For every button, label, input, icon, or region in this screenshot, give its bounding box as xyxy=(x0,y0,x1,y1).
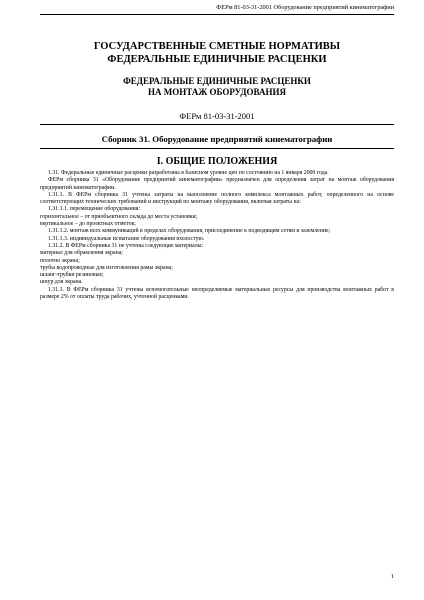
paragraph: 1.31.1.3. индивидуальные испытание оборудования вхолостую. xyxy=(48,235,205,242)
collection-title: Сборник 31. Оборудование предприятий кинематографии xyxy=(101,134,333,144)
section-heading: I. ОБЩИЕ ПОЛОЖЕНИЯ xyxy=(156,156,278,167)
main-title-line1: ГОСУДАРСТВЕННЫЕ СМЕТНЫЕ НОРМАТИВЫ xyxy=(93,41,341,52)
paragraph: 1.31. Федеральные единичные расценки разработаны в базисном уровне цен по состоянию на 1 января 2000 года. xyxy=(48,170,329,176)
document-code: ФЕРм 81-03-31-2001 xyxy=(179,111,255,121)
main-title-line2: ФЕДЕРАЛЬНЫЕ ЕДИНИЧНЫЕ РАСЦЕНКИ xyxy=(107,54,327,65)
list-item: материал для обрамления экрана; xyxy=(40,250,123,257)
subtitle xyxy=(40,76,394,98)
page-number: 1 xyxy=(390,573,394,580)
code-rule xyxy=(40,124,394,125)
subtitle-line2: НА МОНТАЖ ОБОРУДОВАНИЯ xyxy=(148,87,286,97)
paragraph: горизонтальное – от приобъектного склада до места установки; xyxy=(40,213,198,220)
paragraph: ФЕРм сборника 31 «Оборудование предприятий кинематографии» предназначен для определения затрат на монтаж оборудования предприятий кинематографии. xyxy=(40,177,394,191)
main-title xyxy=(40,40,394,66)
header-rule xyxy=(40,14,394,15)
list-item: шнур для экрана. xyxy=(40,279,83,286)
paragraph: 1.31.1.2. монтаж всех коммуникаций в пределах оборудования, присоединение к подводящим сетям и заземление; xyxy=(48,228,331,235)
body-text xyxy=(40,170,394,301)
paragraph: 1.31.1. В ФЕРм сборника 31 учтены затраты на выполнение полного комплекса монтажных работ, определенного на основе соответствующих технических требований и инструкций по монтажу оборудования, включая затраты на: xyxy=(40,191,394,206)
list-item: шланг-трубки резиновые; xyxy=(40,272,104,279)
paragraph: 1.31.2. В ФЕРм сборника 31 не учтены следующие материалы: xyxy=(48,242,204,249)
list-item: полотно экрана; xyxy=(40,257,80,264)
paragraph: 1.31.1.1. перемещение оборудования: xyxy=(48,206,141,213)
paragraph: 1.31.3. В ФЕРм сборника 31 учтены вспомогательные неопределяемые материальные ресурсы для производства монтажных работ в размере 2% от оплаты труда рабочих, учтенной расценками. xyxy=(40,286,394,301)
running-header: ФЕРм 81-03-31-2001 Оборудование предприятий кинематографии xyxy=(216,4,394,11)
subtitle-line1: ФЕДЕРАЛЬНЫЕ ЕДИНИЧНЫЕ РАСЦЕНКИ xyxy=(123,76,311,86)
paragraph: вертикальное – до проектных отметок; xyxy=(40,221,136,228)
collection-rule xyxy=(40,148,394,149)
list-item: трубы водопроводные для изготовления рамы экрана; xyxy=(40,264,173,271)
